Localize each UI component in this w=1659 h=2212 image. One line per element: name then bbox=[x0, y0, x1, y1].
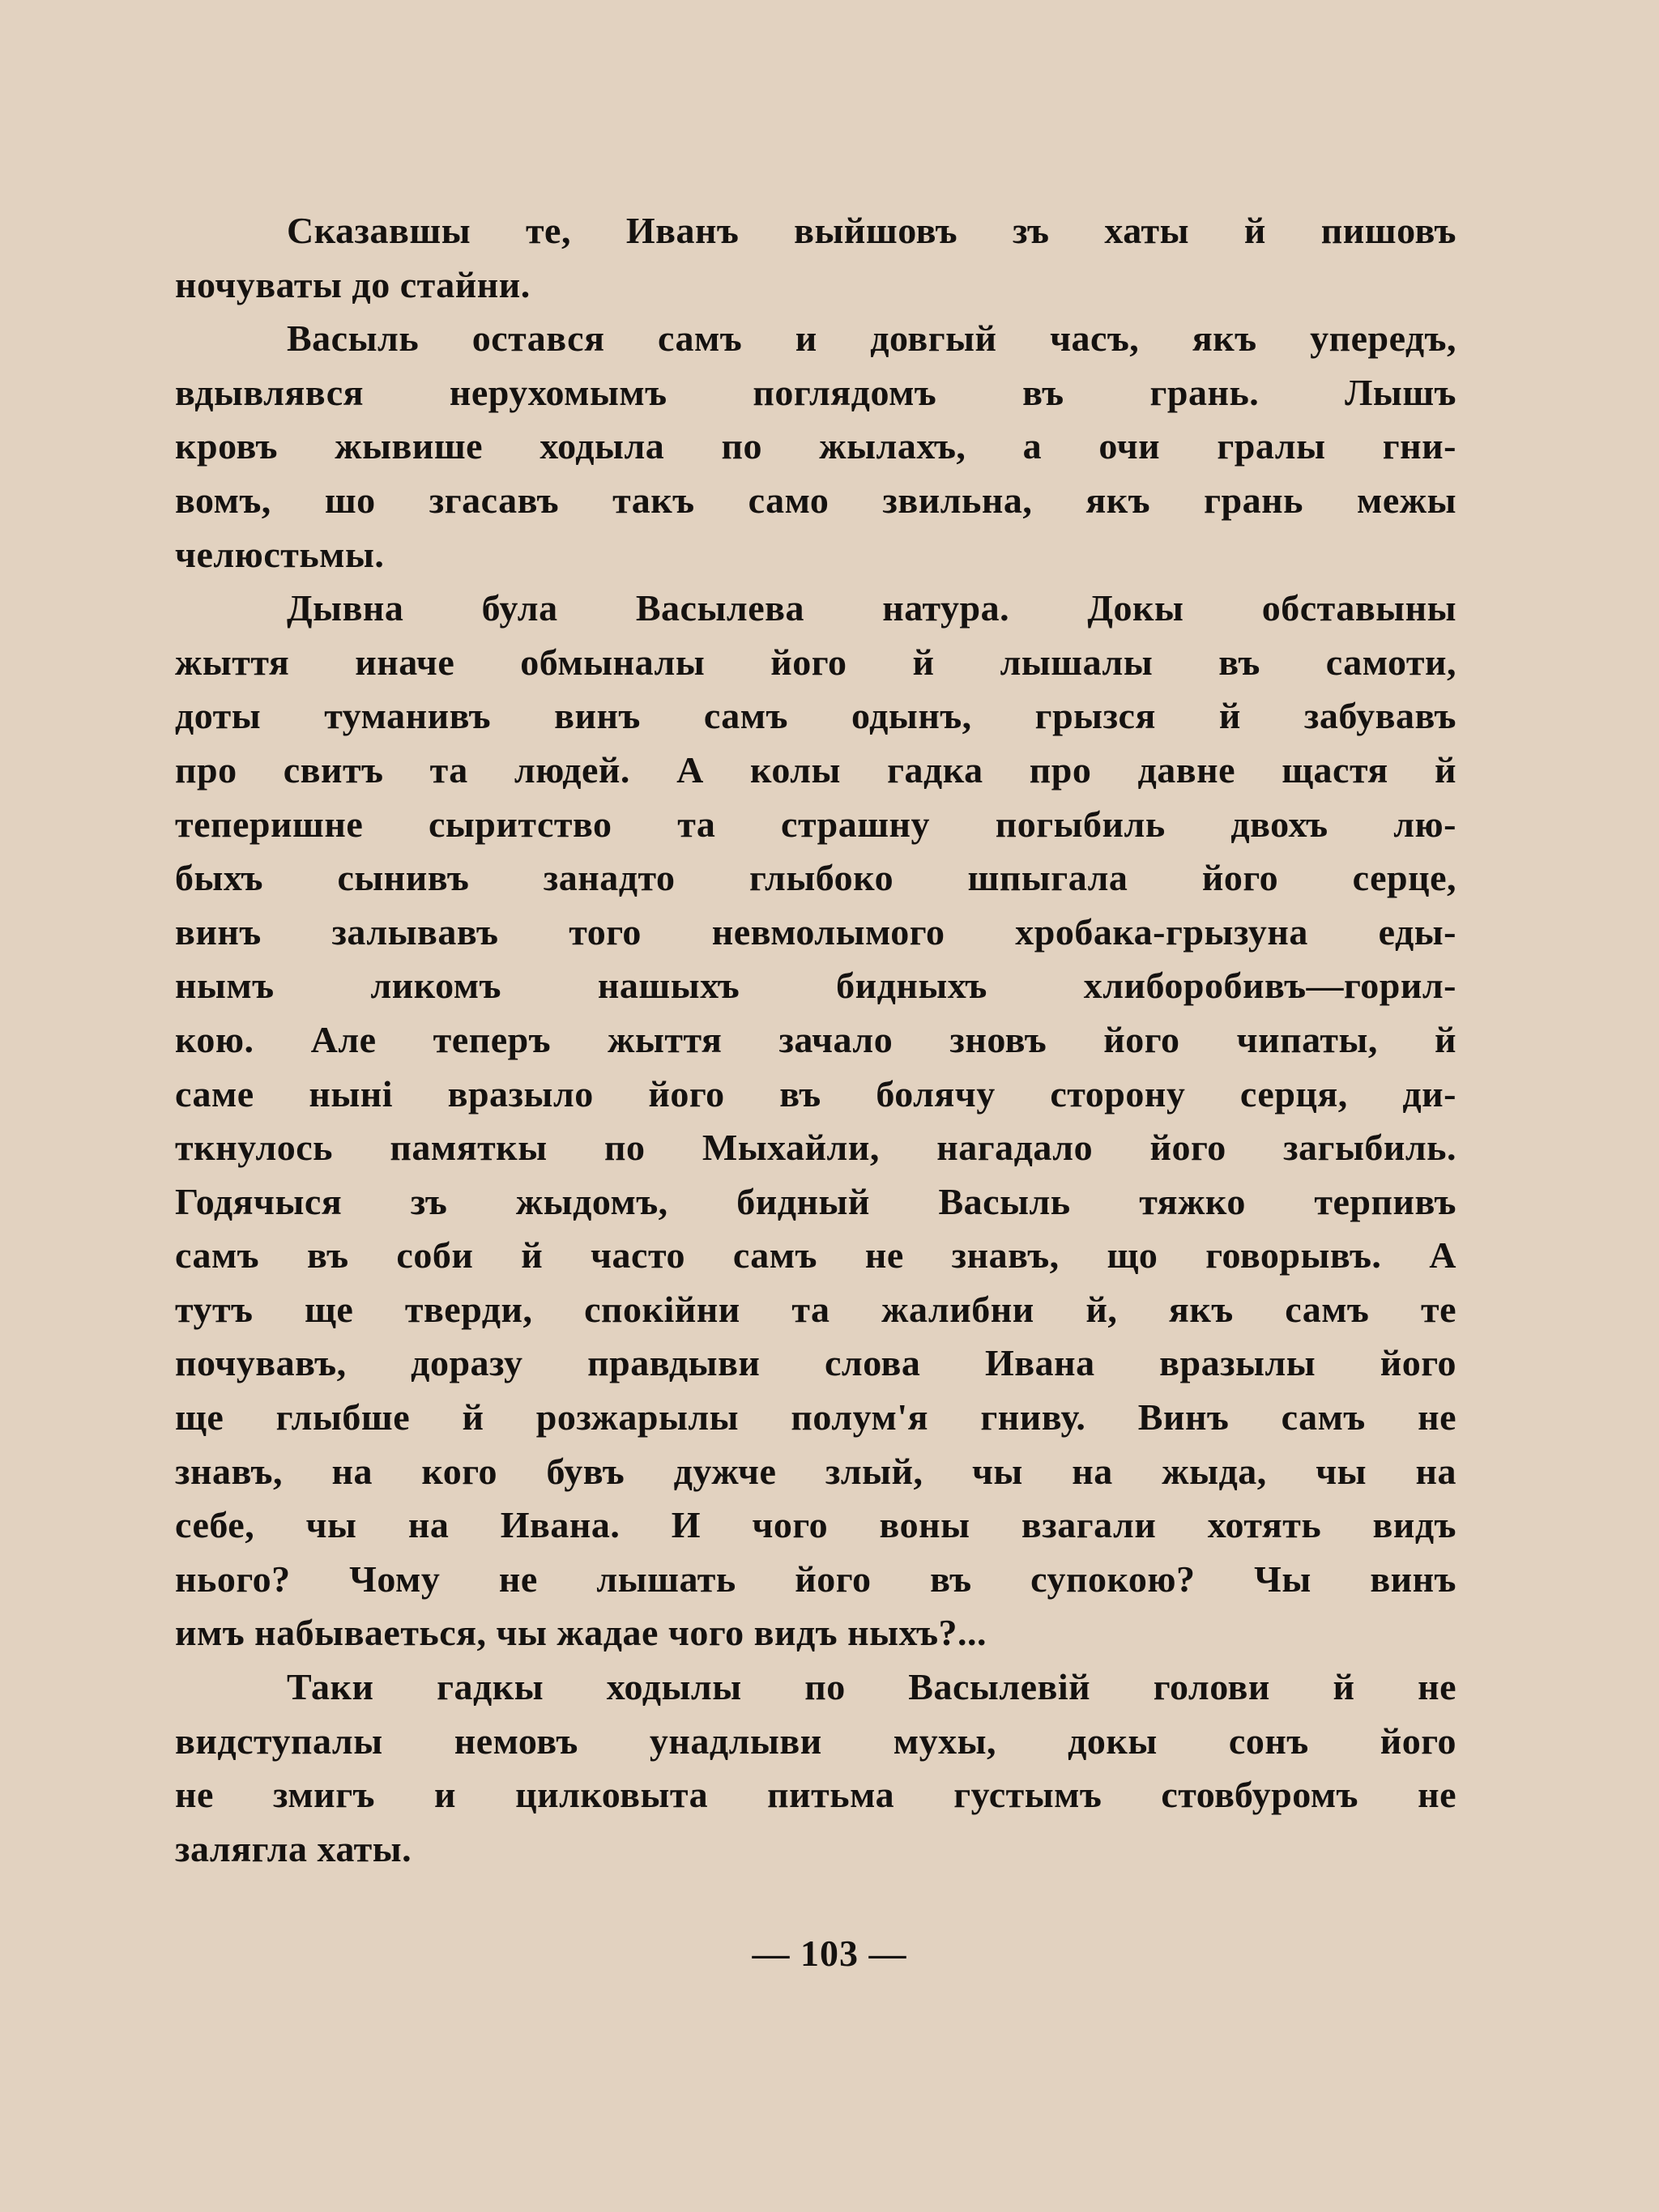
text-line: кою. Але теперъ жыття зачало зновъ його чипаты, й bbox=[175, 1018, 1456, 1060]
text-line: Дывна була Васылева натура. Докы обставыны bbox=[287, 587, 1456, 629]
text-line: Сказавшы те, Иванъ выйшовъ зъ хаты й пишовъ bbox=[287, 210, 1456, 251]
paragraph-2 bbox=[175, 312, 1456, 582]
text-line: ткнулось памяткы по Мыхайли, нагадало його загыбиль. bbox=[175, 1127, 1456, 1169]
text-line: ночуваты до стайни. bbox=[175, 263, 531, 305]
text-line: вдывлявся нерухомымъ поглядомъ въ грань. Лышъ bbox=[175, 371, 1456, 413]
text-line: нымъ ликомъ нашыхъ бидныхъ хлиборобивъ—горил- bbox=[175, 965, 1456, 1007]
text-line: тутъ ще тверди, спокiйни та жалибни й, якъ самъ те bbox=[175, 1288, 1456, 1330]
text-line: жыття иначе обмыналы його й лышалы въ самоти, bbox=[175, 641, 1456, 683]
body-text bbox=[175, 204, 1456, 1876]
text-line: Таки гадкы ходылы по Васылевiй голови й не bbox=[287, 1666, 1456, 1708]
text-line: себе, чы на Ивана. И чого воны взагали хотять видъ bbox=[175, 1504, 1456, 1546]
text-line: винъ залывавъ того невмолымого хробака-грызуна еды- bbox=[175, 910, 1456, 953]
text-line: залягла хаты. bbox=[175, 1827, 412, 1869]
text-line: Годячыся зъ жыдомъ, бидный Васыль тяжко терпивъ bbox=[175, 1180, 1456, 1222]
text-line: имъ набываеться, чы жадае чого видъ ныхъ?... bbox=[175, 1612, 987, 1654]
text-line: не змигъ и цилковыта питьма густымъ стовбуромъ не bbox=[175, 1774, 1456, 1816]
text-line: видступалы немовъ унадлыви мухы, докы сонъ його bbox=[175, 1720, 1456, 1762]
text-line: ще глыбше й розжарылы полум'я гниву. Винъ самъ не bbox=[175, 1396, 1456, 1438]
text-line: Васыль остався самъ и довгый часъ, якъ упередъ, bbox=[287, 318, 1456, 360]
text-line: доты туманивъ винъ самъ одынъ, грызся й забувавъ bbox=[175, 695, 1456, 737]
text-line: вомъ, шо згасавъ такъ само звильна, якъ грань межы bbox=[175, 479, 1456, 521]
text-line: теперишне сыритство та страшну погыбиль двохъ лю- bbox=[175, 803, 1456, 845]
text-line: челюстьмы. bbox=[175, 533, 385, 575]
text-line: саме нынi вразыло його въ болячу сторону серця, ди- bbox=[175, 1072, 1456, 1115]
text-line: нього? Чому не лышать його въ супокою? Чы винъ bbox=[175, 1558, 1456, 1600]
paragraph-4 bbox=[175, 1660, 1456, 1876]
page-number: — 103 — bbox=[752, 1933, 907, 1974]
text-line: самъ въ соби й часто самъ не знавъ, що говорывъ. А bbox=[175, 1234, 1456, 1276]
paragraph-1 bbox=[175, 204, 1456, 312]
text-line: почувавъ, доразу правдыви слова Ивана вразылы його bbox=[175, 1342, 1456, 1384]
text-line: быхъ сынивъ занадто глыбоко шпыгала його серце, bbox=[175, 857, 1456, 899]
text-line: кровъ жывише ходыла по жылахъ, а очи гралы гни- bbox=[175, 425, 1456, 467]
text-line: знавъ, на кого бувъ дужче злый, чы на жыда, чы на bbox=[175, 1450, 1456, 1492]
paragraph-3 bbox=[175, 582, 1456, 1660]
text-line: про свитъ та людей. А колы гадка про давне щастя й bbox=[175, 748, 1456, 791]
